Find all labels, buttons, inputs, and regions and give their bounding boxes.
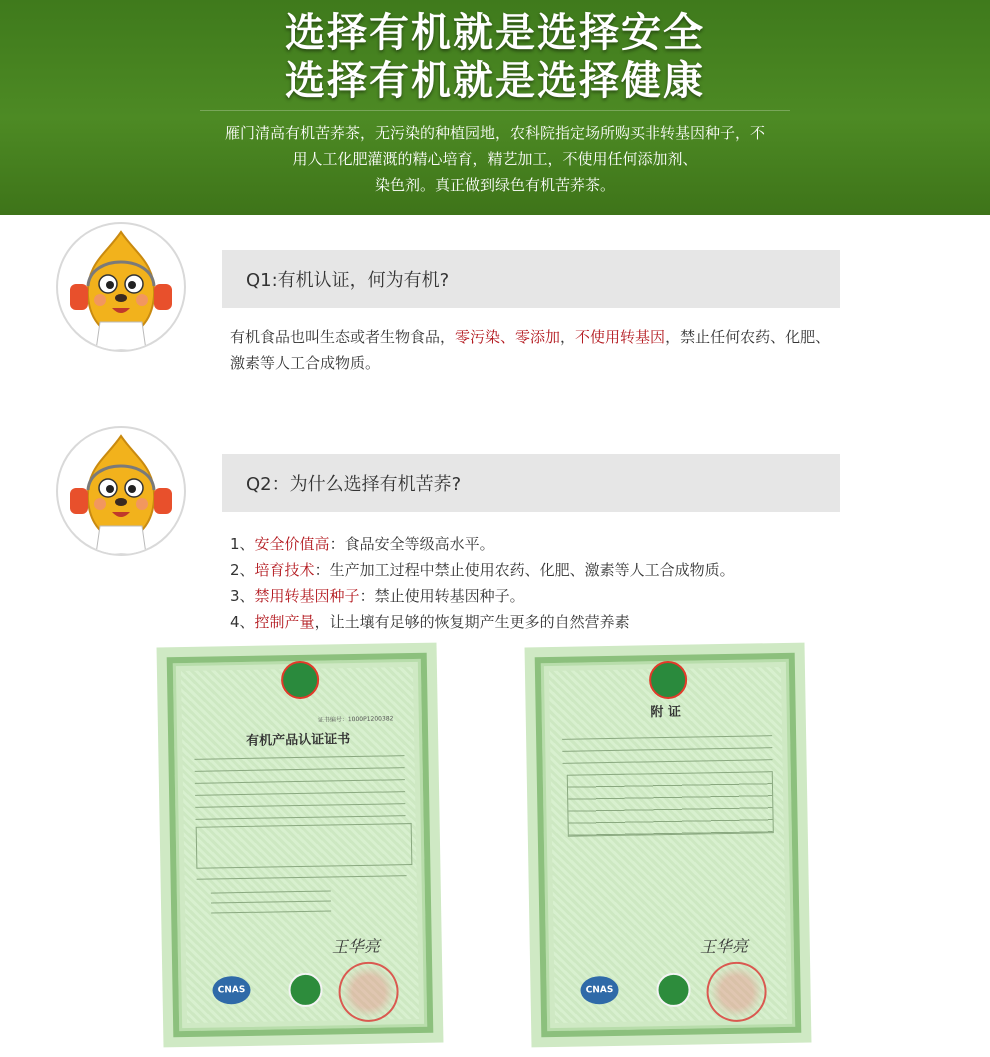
q2-item-2	[230, 559, 735, 580]
q1-answer-separator: ，	[560, 328, 576, 346]
q1-answer-prefix: 有机食品也叫生态或者生物食品，	[230, 328, 456, 346]
q2-item-text: ：禁止使用转基因种子。	[359, 587, 525, 605]
intro-line-2: 用人工化肥灌溉的精心培育，精艺加工，不使用任何添加剂、	[292, 150, 698, 168]
q2-item-number: 4、	[230, 613, 255, 631]
buckwheat-mascot-icon	[56, 222, 186, 352]
cert-number: 证书编号：1000P1200382	[317, 715, 394, 724]
headline-health: 选择有机就是选择健康	[285, 57, 705, 104]
buckwheat-mascot-icon	[56, 426, 186, 556]
cert-title: 有机产品认证证书	[246, 732, 351, 749]
q2-item-3	[230, 585, 525, 606]
cnas-logo: CNAS	[212, 976, 250, 1005]
q1-answer-highlight-1: 零污染、零添加	[455, 328, 561, 346]
q2-item-highlight: 控制产量	[254, 613, 315, 631]
cert-table	[196, 823, 413, 869]
certificate-appendix	[525, 643, 812, 1048]
q2-item-4	[230, 611, 630, 632]
q2-bar	[222, 454, 840, 512]
q2-item-highlight: 安全价值高	[254, 535, 330, 553]
intro-line-3: 染色剂。真正做到绿色有机苦荞茶。	[374, 176, 615, 194]
appendix-signature: 王华亮	[699, 936, 748, 957]
q2-item-text: ：食品安全等级高水平。	[329, 535, 495, 553]
cert-signature: 王华亮	[331, 936, 380, 957]
cnas-logo: CNAS	[580, 976, 618, 1005]
q2-item-highlight: 禁用转基因种子	[254, 587, 360, 605]
q2-item-highlight: 培育技术	[254, 561, 315, 579]
q1-answer-highlight-2: 不使用转基因	[575, 328, 666, 346]
q2-item-text: ，让土壤有足够的恢复期产生更多的自然营养素	[314, 613, 630, 631]
headline-safety: 选择有机就是选择安全	[285, 9, 705, 56]
q2-item-number: 3、	[230, 587, 255, 605]
banner-divider	[200, 110, 790, 111]
q1-answer	[230, 324, 845, 376]
q2-item-number: 1、	[230, 535, 255, 553]
q2-item-1	[230, 533, 495, 554]
q2-item-text: ：生产加工过程中禁止使用农药、化肥、激素等人工合成物质。	[314, 561, 735, 579]
q1-question: Q1:有机认证，何为有机?	[246, 270, 450, 291]
appendix-table	[567, 771, 774, 837]
q1-answer-suffix: ，禁止任何农药、化肥、激素等人工合成物质。	[230, 328, 831, 372]
intro-line-1: 雁门清高有机苦荞茶，无污染的种植园地，农科院指定场所购买非转基因种子，不	[224, 124, 765, 142]
q2-item-number: 2、	[230, 561, 255, 579]
appendix-title: 附 证	[650, 704, 682, 721]
q2-question: Q2：为什么选择有机苦荞?	[246, 474, 462, 495]
q1-bar	[222, 250, 840, 308]
organic-certificate	[157, 643, 444, 1048]
top-banner	[0, 0, 990, 215]
